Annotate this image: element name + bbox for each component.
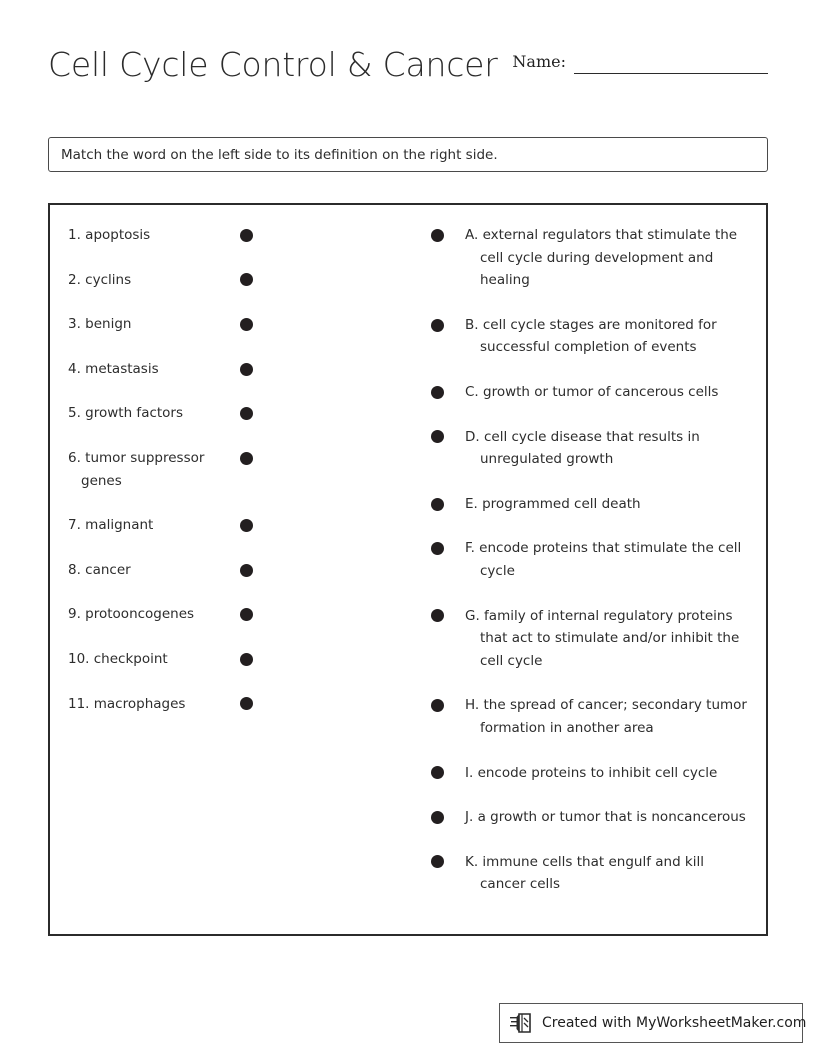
name-field-group (512, 52, 768, 74)
term-match-dot[interactable] (240, 407, 253, 420)
definitions-column (431, 224, 753, 918)
definition-row (431, 224, 753, 292)
definition-label: K. immune cells that engulf and kill cancer cells (465, 853, 704, 893)
definition-match-dot[interactable] (431, 498, 444, 511)
term-row (66, 559, 302, 582)
term-row (66, 224, 302, 247)
term-label: 7. malignant (68, 517, 154, 534)
term-match-dot[interactable] (240, 318, 253, 331)
term-label: 9. protooncogenes (68, 606, 195, 623)
instruction-box (48, 137, 768, 172)
definition-label: H. the spread of cancer; secondary tumor formation in another area (465, 697, 747, 736)
worksheet-maker-logo-icon (510, 1011, 536, 1035)
term-match-dot[interactable] (240, 273, 253, 286)
definition-match-dot[interactable] (431, 766, 444, 779)
term-label: 6. tumor suppressor genes (68, 449, 205, 489)
definition-row (431, 851, 753, 896)
definition-match-dot[interactable] (431, 542, 444, 555)
definition-row (431, 694, 753, 739)
footer-attribution-badge[interactable] (499, 1003, 807, 1043)
definition-row (431, 314, 753, 359)
term-label: 3. benign (68, 316, 132, 333)
definition-match-dot[interactable] (431, 386, 444, 399)
term-row (66, 313, 302, 336)
instruction-text: Match the word on the left side to its definition on the right side. (61, 146, 498, 163)
term-label: 1. apoptosis (68, 227, 151, 243)
definition-label: D. cell cycle disease that results in unregulated growth (465, 428, 700, 468)
term-label: 11. macrophages (68, 695, 186, 712)
term-label: 4. metastasis (68, 360, 159, 377)
definition-match-dot[interactable] (431, 319, 444, 332)
page-header (48, 44, 768, 100)
definition-label: E. programmed cell death (465, 495, 641, 512)
term-match-dot[interactable] (240, 519, 253, 532)
definition-match-dot[interactable] (431, 699, 444, 712)
term-match-dot[interactable] (240, 564, 253, 577)
definition-row (431, 762, 753, 785)
term-row (66, 358, 302, 381)
page-title: Cell Cycle Control & Cancer (48, 45, 498, 84)
name-label: Name: (512, 52, 566, 71)
definition-label: I. encode proteins to inhibit cell cycle (465, 764, 718, 781)
term-label: 10. checkpoint (68, 650, 168, 667)
term-label: 8. cancer (68, 561, 131, 578)
terms-column (66, 224, 302, 737)
term-label: 2. cyclins (68, 271, 132, 288)
term-match-dot[interactable] (240, 608, 253, 621)
term-label: 5. growth factors (68, 405, 184, 422)
definition-label: C. growth or tumor of cancerous cells (465, 383, 719, 400)
definition-row (431, 605, 753, 673)
footer-attribution-text: Created with MyWorksheetMaker.com (542, 1015, 807, 1031)
term-row (66, 402, 302, 425)
definition-match-dot[interactable] (431, 811, 444, 824)
definition-label: G. family of internal regulatory proteins that act to stimulate and/or inhibit the cell cycle (465, 607, 740, 669)
definition-row (431, 381, 753, 404)
term-row (66, 648, 302, 671)
definition-label: A. external regulators that stimulate the cell cycle during development and healing (465, 227, 738, 289)
definition-row (431, 537, 753, 582)
definition-row (431, 426, 753, 471)
definition-label: F. encode proteins that stimulate the cell cycle (465, 540, 742, 579)
term-row (66, 693, 302, 716)
term-row (66, 514, 302, 537)
definition-match-dot[interactable] (431, 229, 444, 242)
term-match-dot[interactable] (240, 697, 253, 710)
definition-row (431, 493, 753, 516)
definition-label: B. cell cycle stages are monitored for successful completion of events (465, 316, 717, 356)
matching-exercise-box (48, 203, 768, 936)
term-row (66, 603, 302, 626)
term-match-dot[interactable] (240, 653, 253, 666)
definition-label: J. a growth or tumor that is noncancerous (465, 809, 746, 826)
name-input-line[interactable] (574, 53, 768, 74)
term-row (66, 269, 302, 292)
definition-match-dot[interactable] (431, 855, 444, 868)
term-match-dot[interactable] (240, 229, 253, 242)
definition-match-dot[interactable] (431, 609, 444, 622)
term-match-dot[interactable] (240, 363, 253, 376)
term-row (66, 447, 302, 492)
term-match-dot[interactable] (240, 452, 253, 465)
definition-match-dot[interactable] (431, 430, 444, 443)
definition-row (431, 806, 753, 829)
